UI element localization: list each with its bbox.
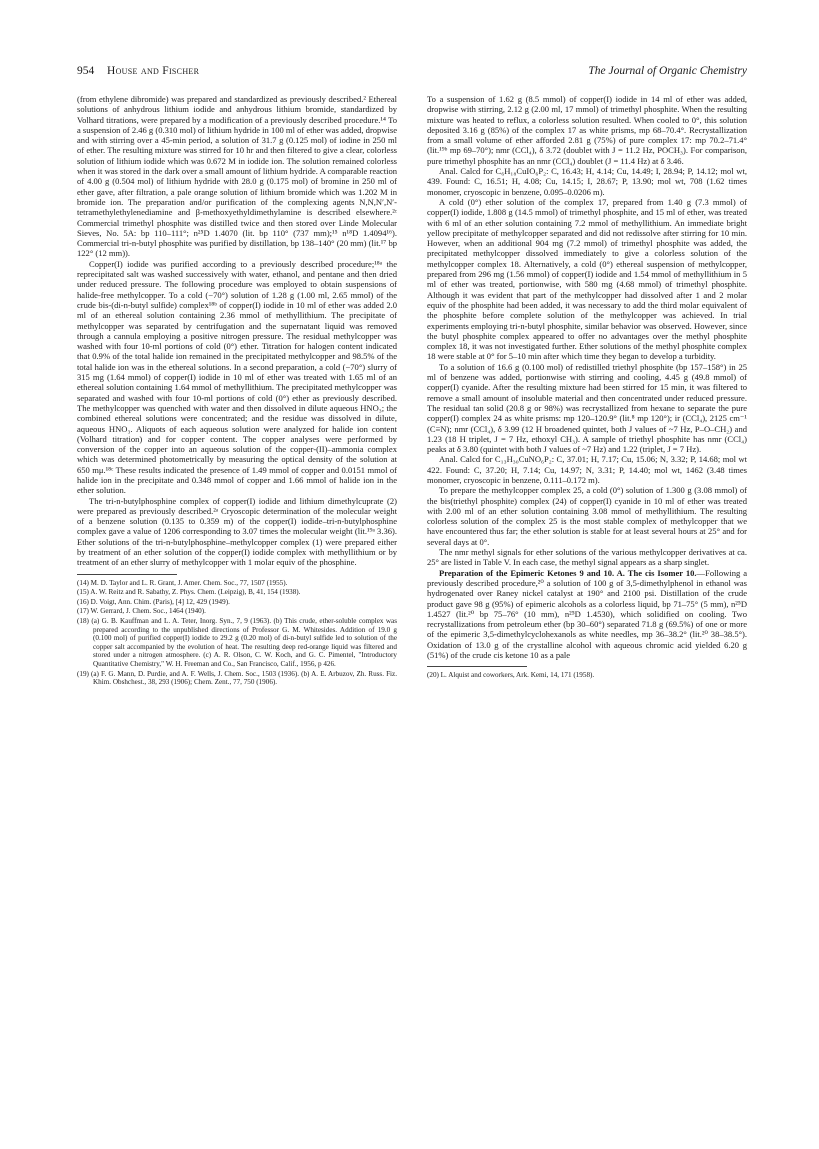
paragraph: (from ethylene dibromide) was prepared and standardized as previously described.² Ethereal solutions of anhydrous lithium iodide and anhydrous lithium bromide, standardized by Volhard titrations, were prepared by a modification of a previously described procedure.¹⁴ To a suspension of 2.46 g (0.310 mol) of lithium hydride in 100 ml of ether was added, dropwise and with stirring over a 45-min period, a solution of 31.7 g (0.125 mol) of iodine in 250 ml of ether. The resulting mixture was stirred for 10 hr and then filtered to give a clear, colorless solution of lithium iodide which was 0.672 M in iodide ion. The solution remained colorless when it was stored in the dark over a small amount of lithium hydride. A comparable reaction of 4.00 g (0.504 mol) of lithium hydride with 28.0 g (0.175 mol) of bromine in 250 ml of ether gave, after filtration, a pale orange solution of lithium bromide which was 1.202 M in bromide ion. The preparation and/or purification of the complexing agents N,N,N′,N′-tetramethylethylenediamine and β-methoxyethyldimethylamine is described elsewhere.²ᶜ Commercial trimethyl phosphite was distilled twice and then stored over Linde Molecular Sieves, No. 5A: bp 110–111°; n²⁵D 1.4070 (lit. bp 110° (737 mm);¹⁵ n¹⁸D 1.4094¹⁶). Commercial tri-n-butyl phosphite was purified by distillation, bp 138–140° (20 mm) (lit.¹⁷ bp 122° (12 mm)).	[77, 94, 397, 259]
left-footnotes	[77, 579, 397, 687]
paragraph: The nmr methyl signals for ether solutions of the various methylcopper derivatives at ca. 25° are listed in Table V. In each case, the methyl signal appears as a sharp singlet.	[427, 547, 747, 568]
right-footnotes	[427, 671, 747, 680]
left-body	[77, 94, 397, 568]
running-authors: House and Fischer	[107, 65, 200, 77]
footnote: (17) W. Gerrard, J. Chem. Soc., 1464 (1940).	[77, 607, 206, 616]
paragraph: A cold (0°) ether solution of the complex 17, prepared from 1.40 g (7.3 mmol) of copper(I) iodide, 1.808 g (14.5 mmol) of trimethyl phosphite, and 15 ml of ether, was treated with 6 ml of an ether solution containing 7.2 mmol of methyllithium. An immediate bright yellow precipitate of methylcopper separated and did not redissolve after stirring for 10 min. However, when an additional 904 mg (7.2 mmol) of trimethyl phosphite was added, the precipitated methylcopper dissolved immediately to give a colorless solution of the methylcopper complex 18. Alternatively, a cold (0°) ethereal suspension of methylcopper, prepared from 296 mg (1.56 mmol) of copper(I) iodide and 1.54 mmol of methyllithium in 5 ml of ether was treated, portionwise, with 580 mg (4.68 mmol) of trimethyl phosphite. Although it was evident that part of the methylcopper had dissolved after 1 and 2 molar equiv of the phosphite had been added, it was necessary to add the third molar equivalent of the phosphite before complete solution of the methylcopper was achieved. In trial experiments employing tri-n-butyl phosphite, similar behavior was observed. However, since the butyl phosphite complex appeared to offer no advantages over the methyl phosphite complex 18, it was not investigated further. Ether solutions of the methyl phosphite complex 18 were stable at 0° for 5–10 min after which time they began to develop a turbidity.	[427, 196, 747, 362]
paragraph: Copper(I) iodide was purified according to a previously described procedure;¹⁸ᵃ the reprecipitated salt was washed successively with water, ethanol, and pentane and then dried under reduced pressure. The following procedure was employed to obtain suspensions of halide-free methylcopper. To a cold (−70°) solution of 1.28 g (1.00 ml, 2.65 mmol) of the crude bis-(di-n-butyl sulfide) complex¹⁸ᵇ of copper(I) iodide in 10 ml of ether was added 2.0 ml of an ethereal solution containing 2.36 mmol of methyllithium. The precipitate of methylcopper was separated by centrifugation and the supernatant liquid was removed through a cannula employing a positive nitrogen pressure. The residual methylcopper was washed with four 10-ml portions of cold (0°) ether. Titration for halogen content indicated that 0.9% of the total halide ion remained in the precipitated methylcopper and 98.5% of the total halide ion was in the ethereal solutions. In a second preparation, a cold (−70°) slurry of 315 mg (1.64 mmol) of copper(I) iodide in 10 ml of ether was treated with 1.65 ml of an ethereal solution containing 1.64 mmol of methyllithium. The precipitated methylcopper was separated and washed with four 10-ml portions of cold (0°) ether as previously described. The methylcopper was quenched with water and then dissolved in dilute aqueous HNO₃; the combined ethereal solutions were concentrated; and the residue was dissolved in dilute, aqueous HNO₃. Aliquots of each aqueous solution were analyzed for halide ion content (Volhard titration) and for copper content. The copper analyses were performed by conversion of the copper into an aqueous solution of the copper-(II)–ammonia complex which was determined photometrically by measuring the optical density of the solution at 650 mμ.¹⁸ᶜ These results indicated the presence of 1.49 mmol of copper and 0.0151 mmol of halide ion in the precipitate and 0.348 mmol of copper and 1.66 mmol of halide ion in the ether solution.	[77, 258, 397, 496]
paragraph: To prepare the methylcopper complex 25, a cold (0°) solution of 1.300 g (3.08 mmol) of the bis(triethyl phosphite) complex (24) of copper(I) cyanide in 10 ml of ether was treated with 2.00 ml of an ether solution containing 3.08 mmol of methyllithium. The resulting colorless solution of the complex 25 is the most stable complex of methylcopper that we have encountered thus far; the ether solution is stable for at least several hours at 25° and for several days at 0°.	[427, 485, 747, 547]
footnote-rule	[77, 574, 177, 575]
page-number: 954	[77, 65, 95, 77]
footnote-rule	[427, 666, 527, 667]
paragraph: The tri-n-butylphosphine complex of copper(I) iodide and lithium dimethylcuprate (2) were prepared as previously described.²ᵃ Cryoscopic determination of the molecular weight of a benzene solution (0.135 to 0.359 m) of the copper(I) iodide–tri-n-butylphosphine complex gave a value of 1206 corresponding to 3.07 times the molecular weight (lit.¹⁹ᵃ 3.36). Ether solutions of the tri-n-butylphosphine–methylcopper complex (1) were prepared either by treatment of an ether solution of the copper(I) iodide complex with methyllithium or by treatment of an ether slurry of methylcopper with 1 molar equiv of the phosphine.	[77, 495, 397, 568]
paragraph: To a suspension of 1.62 g (8.5 mmol) of copper(I) iodide in 14 ml of ether was added, dropwise with stirring, 2.12 g (2.00 ml, 17 mmol) of trimethyl phosphite. When the resulting mixture was heated to reflux, a colorless solution resulted. When cooled to 0°, this solution deposited 3.16 g (85%) of the complex 17 as white prisms, mp 68–70.4°. Recrystallization from a small volume of ether afforded 2.81 g (75%) of pure complex 17: mp 70.2–71.4° (lit.¹⁹ᵇ mp 69–70°); nmr (CCl₄), δ 3.72 (doublet with J = 11.2 Hz, POCH₃). For comparison, pure trimethyl phosphite has an nmr (CCl₄) doublet (J = 11.4 Hz) at δ 3.46.	[427, 94, 747, 166]
footnote: (20) L. Alquist and coworkers, Ark. Kemi, 14, 171 (1958).	[427, 671, 595, 680]
footnote: (16) D. Voigt, Ann. Chim. (Paris), [4] 12, 429 (1949).	[77, 597, 230, 606]
running-header	[77, 65, 747, 81]
section-text: —Following a previously described procedure,²⁰ a solution of 100 g of 3,5-dimethylphenol in ethanol was hydrogenated over Raney nickel catalyst at 190° and 2100 psi. Distillation of the crude product gave 98 g (95%) of epimeric alcohols as a colorless liquid, bp 71–75° (5 mm), n²⁵D 1.4527 (lit.²⁰ bp 75–76° (10 mm), n²⁵D 1.4530), which solidified on cooling. Two recrystallizations from petroleum ether (bp 30–60°) separated 71.8 g (69.5%) of one or more of the epimeric 3,5-dimethylcyclohexanols as white needles, mp 36–38.2° (lit.²⁰ 38–38.5°). Oxidation of 13.0 g of the crystalline alcohol with aqueous chromic acid yielded 6.20 g (51%) of the crude cis ketone 10 as a pale	[427, 567, 747, 661]
paragraph: Anal. Calcd for C₁₃H₃₀CuNO₆P₂: C, 37.01; H, 7.17; Cu, 15.06; N, 3.32; P, 14.68; mol wt 422. Found: C, 37.20; H, 7.14; Cu, 14.97; N, 3.31; P, 14.40; mol wt, 1462 (3.48 times monomer, cryoscopic in benzene, 0.111–0.172 m).	[427, 454, 747, 485]
footnote: (19) (a) F. G. Mann, D. Purdie, and A. F. Wells, J. Chem. Soc., 1503 (1936). (b) A. E. Arbuzov, Zh. Russ. Fiz. Khim. Obshchest., 38, 293 (1906); Chem. Zent., 77, 750 (1906).	[77, 669, 397, 687]
footnote: (18) (a) G. B. Kauffman and L. A. Teter, Inorg. Syn., 7, 9 (1963). (b) This crude, ether-soluble complex was prepared according to the unpublished directions of Professor G. M. Whitesides. Addition of 19.0 g (0.100 mol) of purified copper(I) iodide to 29.2 g (0.20 mol) of di-n-butyl sulfide led to solution of the copper salt accompanied by the evolution of heat. The resulting deep red-orange liquid was filtered and stored under a nitrogen atmosphere. (c) A. R. Olson, C. W. Koch, and G. C. Pimentel, "Introductory Quantitative Chemistry," W. H. Freeman and Co., San Francisco, Calif., 1956, p 426.	[77, 617, 397, 668]
footnote: (15) A. W. Reitz and R. Sabathy, Z. Phys. Chem. (Leipzig), B, 41, 154 (1938).	[77, 588, 301, 597]
paragraph: Anal. Calcd for C₆H₁₈CuIO₆P₂: C, 16.43; H, 4.14; Cu, 14.49; I, 28.94; P, 14.12; mol wt, 439. Found: C, 16.51; H, 4.08; Cu, 14.15; I, 28.67; P, 13.90; mol wt, 708 (1.62 times monomer, cryoscopic in benzene, 0.095–0.0206 m).	[427, 166, 747, 197]
right-column	[427, 94, 747, 681]
section-heading: Preparation of the Epimeric Ketones 9 and 10. A. The cis Isomer 10.	[439, 567, 697, 578]
journal-title: The Journal of Organic Chemistry	[588, 65, 747, 77]
right-body	[427, 94, 747, 660]
footnote: (14) M. D. Taylor and L. R. Grant, J. Amer. Chem. Soc., 77, 1507 (1955).	[77, 578, 288, 587]
left-column	[77, 94, 397, 688]
paragraph: To a solution of 16.6 g (0.100 mol) of redistilled triethyl phosphite (bp 157–158°) in 25 ml of benzene was added, portionwise with stirring and cooling, 4.45 g (49.8 mmol) of copper(I) cyanide. After the resulting mixture had been stirred for 15 min, it was filtered to remove a small amount of insoluble material and then concentrated under reduced pressure. The residual tan solid (20.8 g or 98%) was recrystallized from hexane to separate the pure copper(I) complex 24 as white prisms: mp 120–120.9° (lit.⁸ mp 120°); ir (CCl₄), 2125 cm⁻¹ (C≡N); nmr (CCl₄), δ 3.99 (12 H broadened quintet, both J values of ~7 Hz, P–O–CH₂) and 1.23 (18 H triplet, J = 7 Hz, ethoxyl CH₃). A sample of triethyl phosphite has nmr (CCl₄) peaks at δ 3.80 (quintet with both J values of ~7 Hz) and 1.22 (triplet, J = 7 Hz).	[427, 361, 747, 455]
section-paragraph	[427, 568, 747, 661]
